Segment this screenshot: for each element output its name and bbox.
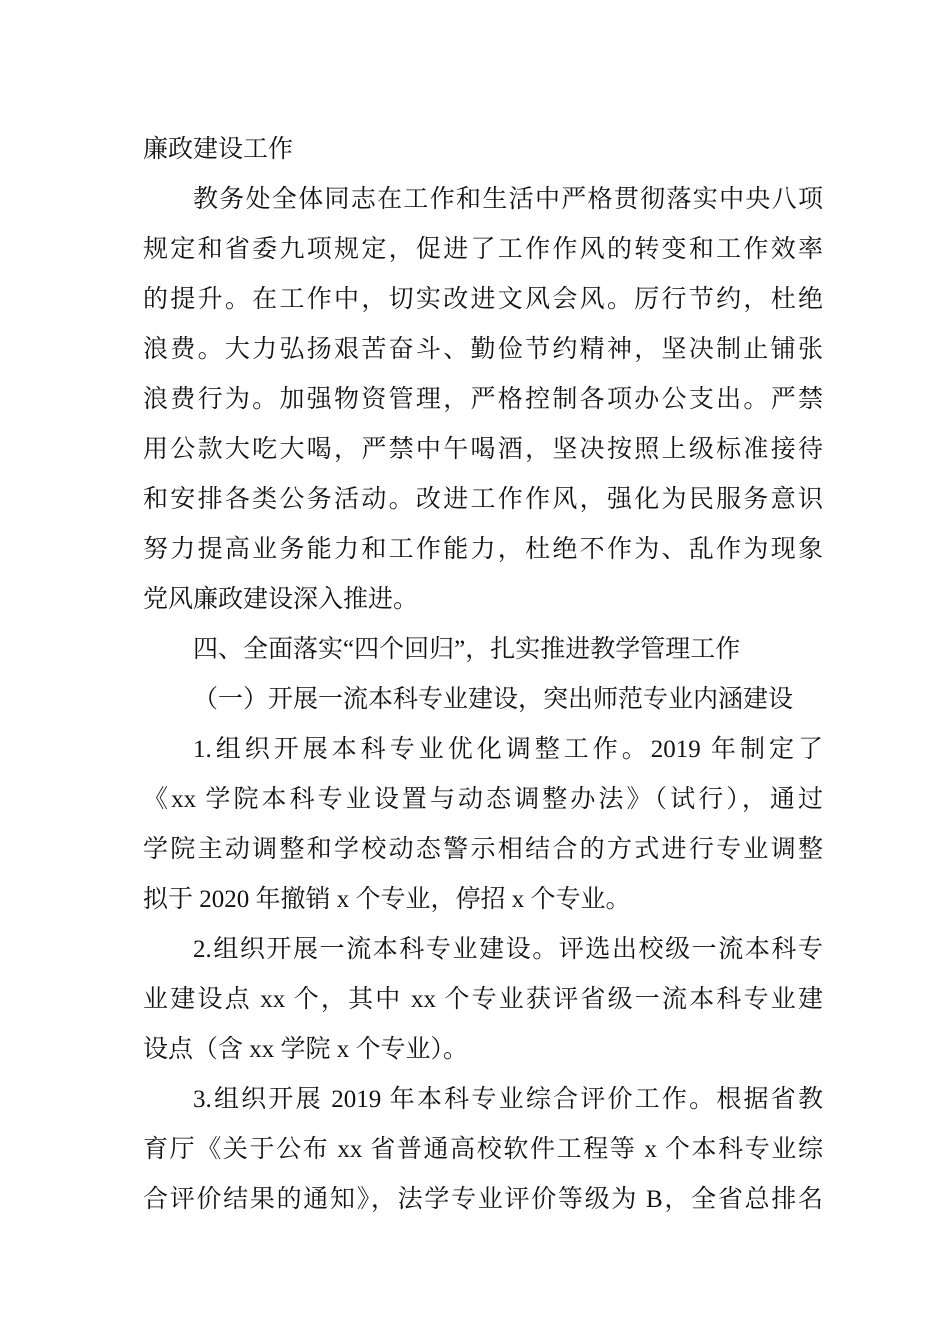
text-line-15: 学院主动调整和学校动态警示相结合的方式进行专业调整 <box>143 836 823 863</box>
text-line-14: 《xx 学院本科专业设置与动态调整办法》（试行），通过 <box>143 786 823 813</box>
text-line-18: 业建设点 xx 个，其中 xx 个专业获评省级一流本科专业建 <box>143 986 823 1013</box>
text-line-10: 党风廉政建设深入推进。 <box>143 586 419 613</box>
text-line-5: 浪费。大力弘扬艰苦奋斗、勤俭节约精神，坚决制止铺张 <box>143 336 823 363</box>
text-line-9: 努力提高业务能力和工作能力，杜绝不作为、乱作为现象 <box>143 536 823 563</box>
text-line-11: 四、全面落实“四个回归”，扎实推进教学管理工作 <box>193 636 741 663</box>
text-line-6: 浪费行为。加强物资管理，严格控制各项办公支出。严禁 <box>143 386 823 413</box>
text-line-3: 规定和省委九项规定，促进了工作作风的转变和工作效率 <box>143 236 823 263</box>
text-line-17: 2.组织开展一流本科专业建设。评选出校级一流本科专 <box>193 936 823 963</box>
text-lines <box>143 125 823 1225</box>
text-line-4: 的提升。在工作中，切实改进文风会风。厉行节约，杜绝 <box>143 286 823 313</box>
text-line-13: 1.组织开展本科专业优化调整工作。2019 年制定了 <box>193 736 823 763</box>
text-line-16: 拟于 2020 年撤销 x 个专业，停招 x 个专业。 <box>143 886 631 913</box>
text-line-20: 3.组织开展 2019 年本科专业综合评价工作。根据省教 <box>193 1086 823 1113</box>
text-line-8: 和安排各类公务活动。改进工作作风，强化为民服务意识 <box>143 486 823 513</box>
text-line-19: 设点（含 xx 学院 x 个专业）。 <box>143 1036 469 1063</box>
text-line-7: 用公款大吃大喝，严禁中午喝酒，坚决按照上级标准接待 <box>143 436 823 463</box>
text-line-12: （一）开展一流本科专业建设，突出师范专业内涵建设 <box>193 686 794 713</box>
text-line-2: 教务处全体同志在工作和生活中严格贯彻落实中央八项 <box>193 186 823 213</box>
text-line-1: 廉政建设工作 <box>143 136 294 163</box>
text-line-21: 育厅《关于公布 xx 省普通高校软件工程等 x 个本科专业综 <box>143 1136 823 1163</box>
text-line-22: 合评价结果的通知》，法学专业评价等级为 B，全省总排名 <box>143 1186 823 1213</box>
